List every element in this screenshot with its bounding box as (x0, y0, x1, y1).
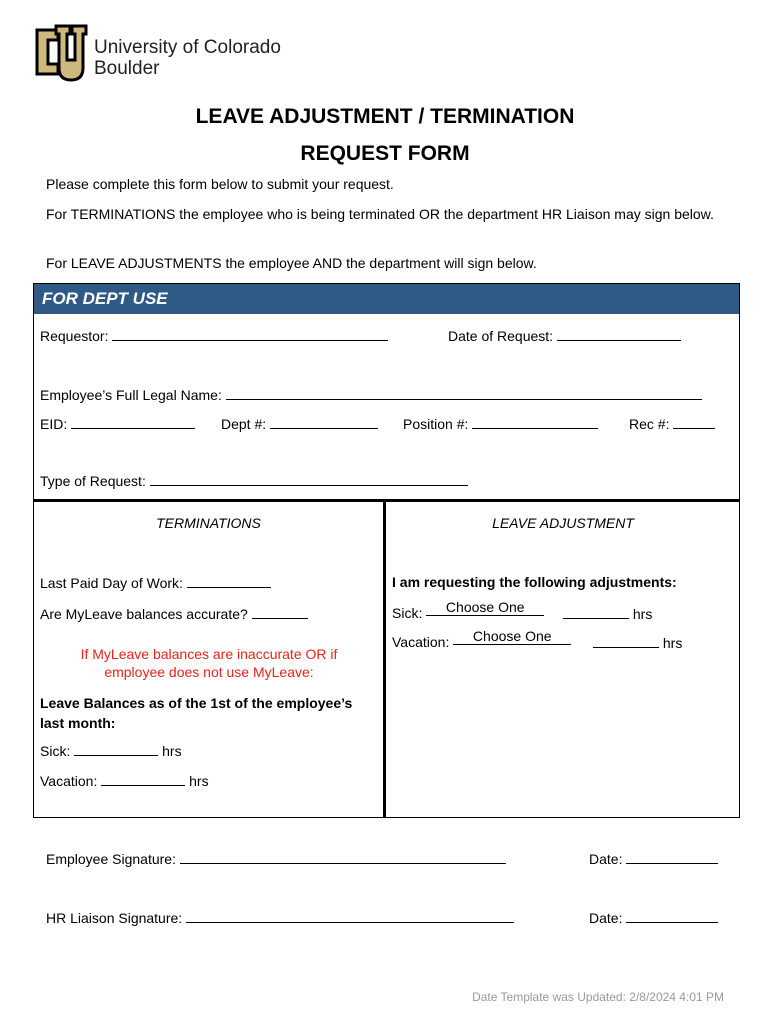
term-vacation-line[interactable] (101, 772, 185, 786)
title-line2: REQUEST FORM (300, 142, 470, 165)
term-vacation-label: Vacation: (40, 773, 98, 789)
dept-number-line[interactable] (270, 415, 378, 429)
dept-use-header: FOR DEPT USE (34, 284, 739, 314)
title-line1: LEAVE ADJUSTMENT / TERMINATION (195, 105, 575, 128)
full-legal-name-line[interactable] (226, 386, 702, 400)
dept-number-label: Dept #: (221, 416, 267, 432)
hr-date-label: Date: (589, 910, 623, 926)
hr-liaison-signature-label: HR Liaison Signature: (46, 910, 183, 926)
column-divider (383, 501, 386, 818)
type-of-request-field[interactable] (40, 472, 468, 489)
date-of-request-line[interactable] (557, 327, 681, 341)
rec-number-line[interactable] (673, 415, 715, 429)
myleave-warning-text: If MyLeave balances are inaccurate OR if employee does not use MyLeave: (80, 646, 338, 680)
employee-signature-line[interactable] (180, 850, 506, 864)
leave-adjustment-heading: LEAVE ADJUSTMENT (492, 515, 634, 531)
term-sick-line[interactable] (74, 742, 158, 756)
intro-paragraph-2: For TERMINATIONS the employee who is being terminated OR the department HR Liaison may sign below. (46, 206, 714, 222)
position-number-field[interactable] (403, 415, 598, 432)
eid-field[interactable] (40, 415, 195, 432)
adj-sick-label: Sick: (392, 605, 423, 621)
adj-sick-select[interactable]: Choose One (426, 599, 544, 616)
eid-label: EID: (40, 416, 68, 432)
employee-date-label: Date: (589, 851, 623, 867)
university-name (94, 37, 281, 79)
adj-sick-field[interactable] (392, 599, 544, 621)
dept-number-field[interactable] (221, 415, 378, 432)
adj-vacation-field[interactable] (392, 628, 571, 650)
last-paid-day-label: Last Paid Day of Work: (40, 575, 183, 591)
eid-line[interactable] (71, 415, 195, 429)
full-legal-name-label: Employee’s Full Legal Name: (40, 387, 222, 403)
adj-sick-hours-field[interactable] (563, 605, 652, 622)
adj-vacation-label: Vacation: (392, 634, 450, 650)
employee-date-line[interactable] (626, 850, 718, 864)
requestor-field[interactable] (40, 327, 388, 344)
position-number-label: Position #: (403, 416, 469, 432)
myleave-accurate-line[interactable] (252, 605, 308, 619)
adj-sick-hrs: hrs (632, 606, 653, 622)
template-updated-date: Date Template was Updated: 2/8/2024 4:01 PM (472, 990, 724, 1004)
intro-paragraph-3: For LEAVE ADJUSTMENTS the employee AND the department will sign below. (46, 255, 537, 271)
hr-date-field[interactable] (589, 909, 718, 926)
leave-balances-heading: Leave Balances as of the 1st of the employee’s last month: (40, 695, 353, 731)
position-number-line[interactable] (472, 415, 598, 429)
adj-sick-hours-line[interactable] (563, 605, 629, 619)
date-of-request-field[interactable] (448, 327, 681, 344)
hr-liaison-signature-line[interactable] (186, 909, 514, 923)
last-paid-day-line[interactable] (187, 574, 271, 588)
rec-number-label: Rec #: (629, 416, 670, 432)
intro-paragraph-1: Please complete this form below to submit your request. (46, 176, 394, 192)
terminations-heading: TERMINATIONS (156, 515, 261, 531)
term-sick-field[interactable] (40, 742, 182, 759)
myleave-accurate-label: Are MyLeave balances accurate? (40, 606, 248, 622)
university-line1: University of Colorado (94, 37, 281, 58)
dept-use-section (33, 283, 740, 818)
requesting-adjustments-text: I am requesting the following adjustments: (392, 574, 677, 590)
employee-signature-label: Employee Signature: (46, 851, 176, 867)
adj-vacation-hrs: hrs (662, 635, 683, 651)
cu-logo-graphic (34, 24, 88, 82)
cu-logo-icon (34, 24, 88, 82)
last-paid-day-field[interactable] (40, 574, 271, 591)
form-title (0, 98, 770, 172)
term-vacation-field[interactable] (40, 772, 209, 789)
adj-vacation-hours-line[interactable] (593, 634, 659, 648)
employee-signature-field[interactable] (46, 850, 506, 867)
full-legal-name-field[interactable] (40, 386, 702, 403)
date-of-request-label: Date of Request: (448, 328, 554, 344)
adj-vacation-hours-field[interactable] (593, 634, 682, 651)
type-of-request-label: Type of Request: (40, 473, 146, 489)
requestor-line[interactable] (112, 327, 388, 341)
term-vacation-hrs: hrs (189, 773, 209, 789)
myleave-accurate-field[interactable] (40, 605, 308, 622)
adj-vacation-select[interactable]: Choose One (453, 628, 571, 645)
term-sick-hrs: hrs (162, 743, 182, 759)
section-divider (33, 499, 740, 502)
rec-number-field[interactable] (629, 415, 715, 432)
term-sick-label: Sick: (40, 743, 71, 759)
university-line2: Boulder (94, 58, 160, 79)
hr-date-line[interactable] (626, 909, 718, 923)
type-of-request-line[interactable] (150, 472, 468, 486)
requestor-label: Requestor: (40, 328, 109, 344)
hr-liaison-signature-field[interactable] (46, 909, 514, 926)
employee-date-field[interactable] (589, 850, 718, 867)
